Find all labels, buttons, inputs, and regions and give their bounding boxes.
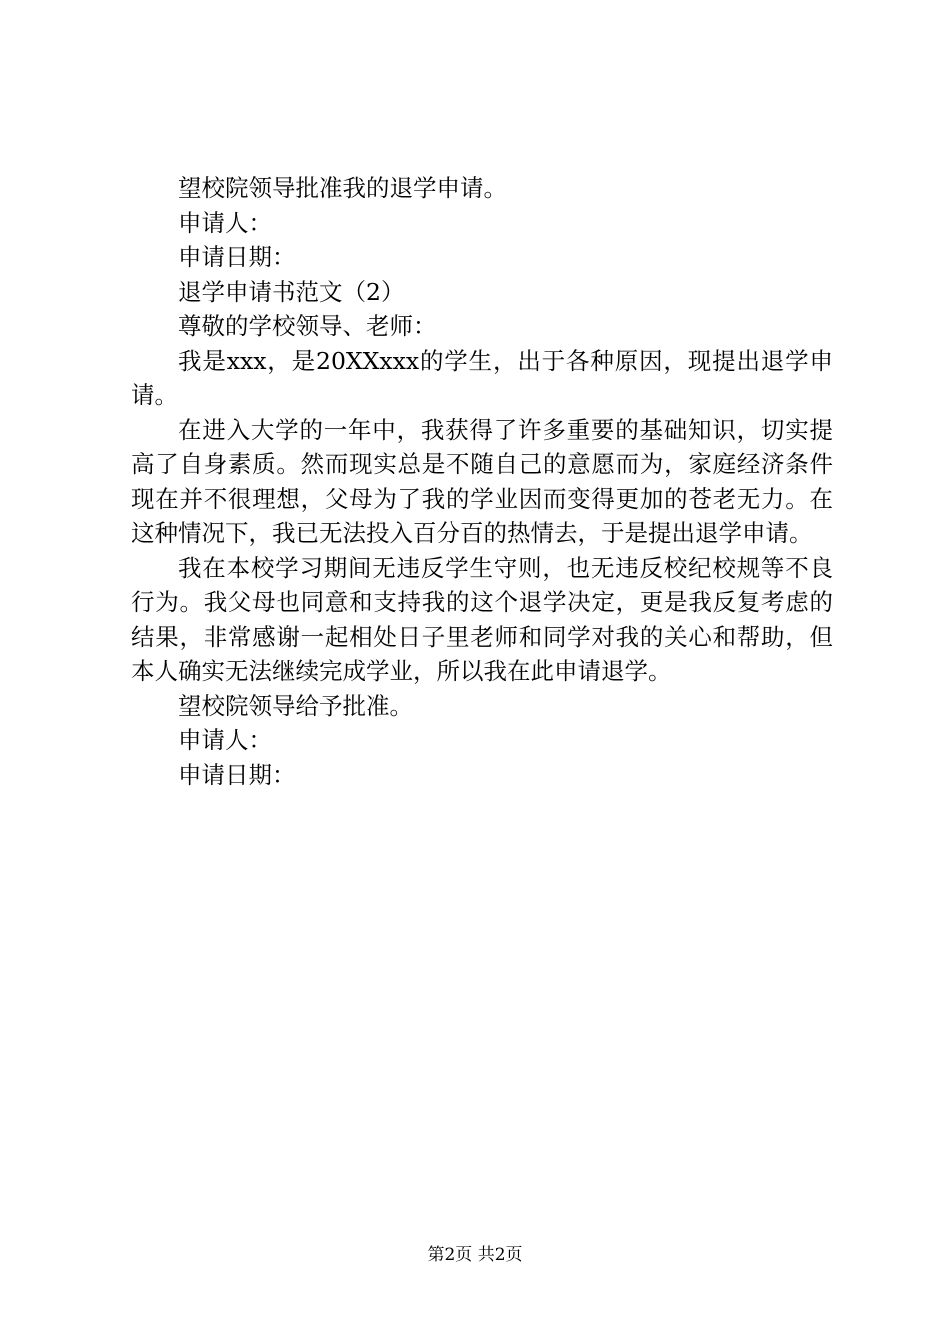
application-date-label-2: 申请日期： xyxy=(178,760,296,789)
application-date-label: 申请日期： xyxy=(178,243,296,271)
closing-request-line: 望校院领导批准我的退学申请。 xyxy=(178,174,507,202)
closing-approval-line: 望校院领导给予批准。 xyxy=(178,691,413,720)
body-paragraph-conduct: 我在本校学习期间无违反学生守则，也无违反校纪校规等不良行为。我父母也同意和支持我的这个退学决定，更是我反复考虑的结果，非常感谢一起相处日子里老师和同学对我的关心和帮助，但本人确实无法继续完成学业，所以我在此申请退学。 xyxy=(131,553,833,685)
applicant-label: 申请人： xyxy=(178,208,272,237)
applicant-label-2: 申请人： xyxy=(178,726,272,754)
salutation: 尊敬的学校领导、老师： xyxy=(178,312,437,340)
sample-title: 退学申请书范文（2） xyxy=(178,277,405,306)
document-body xyxy=(131,171,833,792)
body-paragraph-intro: 我是xxx，是20XXxxx的学生，出于各种原因，现提出退学申请。 xyxy=(131,346,833,409)
page-footer: 第2页 共2页 xyxy=(427,1245,523,1265)
body-paragraph-reason: 在进入大学的一年中，我获得了许多重要的基础知识，切实提高了自身素质。然而现实总是不随自己的意愿而为，家庭经济条件现在并不很理想，父母为了我的学业因而变得更加的苍老无力。在这种情况下，我已无法投入百分百的热情去，于是提出退学申请。 xyxy=(131,415,833,547)
